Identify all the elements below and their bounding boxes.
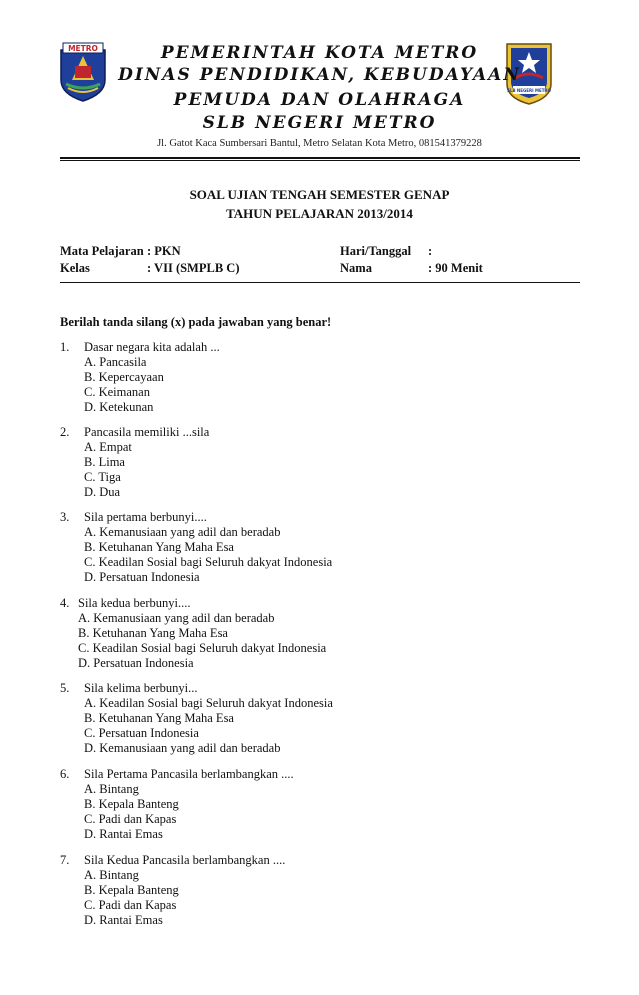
answer-option: A. Pancasila: [84, 355, 147, 369]
question-number: 6.: [60, 767, 70, 781]
answer-option: D. Rantai Emas: [84, 913, 163, 927]
question-number: 7.: [60, 853, 70, 867]
answer-option: C. Padi dan Kapas: [84, 812, 177, 826]
question-text: Sila kedua berbunyi....: [78, 596, 191, 610]
answer-option: B. Lima: [84, 455, 125, 469]
school-address: Jl. Gatot Kaca Sumbersari Bantul, Metro Selatan Kota Metro, 081541379228: [157, 138, 482, 149]
question-text: Sila pertama berbunyi....: [84, 510, 207, 524]
answer-option: D. Dua: [84, 485, 121, 499]
svg-text:SLB NEGERI METRO: SLB NEGERI METRO: [507, 88, 551, 93]
answer-option: A. Kemanusiaan yang adil dan beradab: [84, 525, 281, 539]
header-line-4: SLB NEGERI METRO: [202, 113, 437, 133]
question-text: Dasar negara kita adalah ...: [84, 340, 220, 354]
answer-option: B. Ketuhanan Yang Maha Esa: [78, 626, 228, 640]
answer-option: D. Kemanusiaan yang adil dan beradab: [84, 741, 281, 755]
question-number: 1.: [60, 340, 70, 354]
question-number: 2.: [60, 425, 70, 439]
answer-option: C. Tiga: [84, 470, 121, 484]
name-label: Nama: [340, 261, 372, 275]
class-label: Kelas: [60, 261, 90, 275]
answer-option: D. Ketekunan: [84, 400, 154, 414]
answer-option: A. Bintang: [84, 868, 139, 882]
answer-option: C. Keimanan: [84, 385, 150, 399]
header-divider-thin: [60, 160, 580, 161]
question-text: Sila kelima berbunyi...: [84, 681, 198, 695]
question-number: 3.: [60, 510, 70, 524]
answer-option: C. Keadilan Sosial bagi Seluruh dakyat Indonesia: [84, 555, 333, 569]
answer-option: B. Kepala Banteng: [84, 883, 179, 897]
question-text: Sila Pertama Pancasila berlambangkan ....: [84, 767, 294, 781]
answer-option: D. Persatuan Indonesia: [84, 570, 200, 584]
answer-option: D. Rantai Emas: [84, 827, 163, 841]
exam-title: SOAL UJIAN TENGAH SEMESTER GENAP: [189, 187, 450, 202]
svg-text:METRO: METRO: [68, 44, 98, 53]
answer-option: A. Empat: [84, 440, 132, 454]
header-divider: [60, 157, 580, 159]
answer-option: A. Keadilan Sosial bagi Seluruh dakyat Indonesia: [84, 696, 333, 710]
answer-option: B. Kepercayaan: [84, 370, 164, 384]
question-text: Sila Kedua Pancasila berlambangkan ....: [84, 853, 286, 867]
question-number: 4.: [60, 596, 70, 610]
subject-value: : PKN: [147, 244, 181, 258]
answer-option: D. Persatuan Indonesia: [78, 656, 194, 670]
answer-option: A. Kemanusiaan yang adil dan beradab: [78, 611, 275, 625]
answer-option: C. Persatuan Indonesia: [84, 726, 199, 740]
academic-year: TAHUN PELAJARAN 2013/2014: [226, 206, 413, 221]
answer-option: B. Kepala Banteng: [84, 797, 179, 811]
question-number: 5.: [60, 681, 70, 695]
answer-option: C. Keadilan Sosial bagi Seluruh dakyat Indonesia: [78, 641, 327, 655]
name-value: : 90 Menit: [428, 261, 483, 275]
class-value: : VII (SMPLB C): [147, 261, 240, 275]
header-line-1: PEMERINTAH KOTA METRO: [160, 43, 479, 63]
answer-option: B. Ketuhanan Yang Maha Esa: [84, 711, 234, 725]
header-line-3: PEMUDA DAN OLAHRAGA: [173, 90, 466, 110]
header-line-2: DINAS PENDIDIKAN, KEBUDAYAAN: [118, 65, 521, 85]
day-date-value: :: [428, 244, 433, 258]
answer-option: B. Ketuhanan Yang Maha Esa: [84, 540, 234, 554]
day-date-label: Hari/Tanggal: [340, 244, 412, 258]
subject-label: Mata Pelajaran: [60, 244, 144, 258]
answer-option: C. Padi dan Kapas: [84, 898, 177, 912]
answer-option: A. Bintang: [84, 782, 139, 796]
meta-divider: [60, 282, 580, 283]
instruction: Berilah tanda silang (x) pada jawaban yang benar!: [60, 315, 332, 329]
question-text: Pancasila memiliki ...sila: [84, 425, 210, 439]
